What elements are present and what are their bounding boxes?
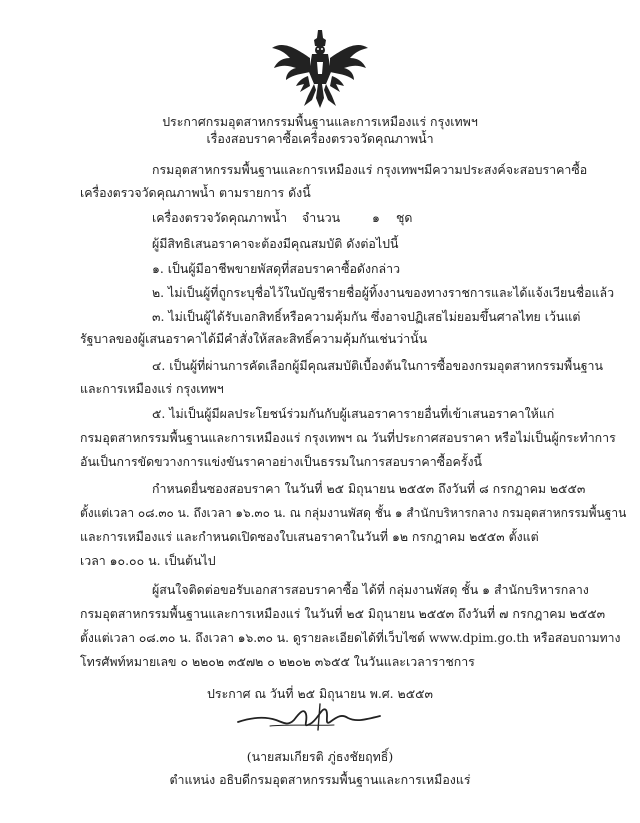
qualification-item-cont: กรมอุตสาหกรรมพื้นฐานและการเหมืองแร่ กรุงเทพฯ ณ วันที่ประกาศสอบราคา หรือไม่เป็นผู้กระทำการ bbox=[80, 430, 616, 445]
schedule-line: และการเหมืองแร่ และกำหนดเปิดซองใบเสนอราคาในวันที่ ๑๒ กรกฎาคม ๒๕๕๓ ตั้งแต่ bbox=[80, 529, 539, 544]
qualification-heading: ผู้มีสิทธิเสนอราคาจะต้องมีคุณสมบัติ ดังต่อไปนี้ bbox=[152, 236, 399, 251]
schedule-line: เวลา ๑๐.๐๐ น. เป็นต้นไป bbox=[80, 553, 216, 568]
signer-name: (นายสมเกียรติ ภู่ธงชัยฤทธิ์) bbox=[246, 749, 394, 764]
announcement-title: ประกาศกรมอุตสาหกรรมพื้นฐานและการเหมืองแร่ กรุงเทพฯ bbox=[162, 114, 478, 129]
qualification-item: ๔. เป็นผู้ที่ผ่านการคัดเลือกผู้มีคุณสมบัติเบื้องต้นในการซื้อของกรมอุตสาหกรรมพื้นฐาน bbox=[152, 358, 603, 373]
contact-line: โทรศัพท์หมายเลข ๐ ๒๒๐๒ ๓๕๗๒ ๐ ๒๒๐๒ ๓๖๕๕ ในวันและเวลาราชการ bbox=[80, 654, 475, 669]
contact-line: ผู้สนใจติดต่อขอรับเอกสารสอบราคาซื้อ ได้ที่ กลุ่มงานพัสดุ ชั้น ๑ สำนักบริหารกลาง bbox=[152, 582, 589, 597]
announcement-subject: เรื่องสอบราคาซื้อเครื่องตรวจวัดคุณภาพน้ำ bbox=[206, 131, 434, 146]
intro-line: กรมอุตสาหกรรมพื้นฐานและการเหมืองแร่ กรุงเทพฯมีความประสงค์จะสอบราคาซื้อ bbox=[152, 162, 588, 177]
signature-icon bbox=[230, 700, 390, 734]
qualification-item: ๓. ไม่เป็นผู้ได้รับเอกสิทธิ์หรือความคุ้มกัน ซึ่งอาจปฏิเสธไม่ยอมขึ้นศาลไทย เว้นแต่ bbox=[152, 309, 581, 324]
schedule-line: ตั้งแต่เวลา ๐๘.๓๐ น. ถึงเวลา ๑๖.๓๐ น. ณ กลุ่มงานพัสดุ ชั้น ๑ สำนักบริหารกลาง กรมอุตสาหกรรมพื้นฐาน bbox=[80, 506, 627, 520]
qualification-item-cont: รัฐบาลของผู้เสนอราคาได้มีคำสั่งให้สละสิทธิ์ความคุ้มกันเช่นว่านั้น bbox=[80, 331, 428, 346]
qualification-item: ๑. เป็นผู้มีอาชีพขายพัสดุที่สอบราคาซื้อดังกล่าว bbox=[152, 261, 401, 276]
garuda-emblem-icon bbox=[268, 28, 372, 110]
qualification-item: ๒. ไม่เป็นผู้ที่ถูกระบุชื่อไว้ในบัญชีรายชื่อผู้ทิ้งงานของทางราชการและได้แจ้งเวียนชื่อแล้ว bbox=[152, 285, 615, 300]
item-unit: ชุด bbox=[396, 210, 413, 225]
qualification-item-cont: และการเหมืองแร่ กรุงเทพฯ bbox=[80, 381, 224, 396]
schedule-line: กำหนดยื่นซองสอบราคา ในวันที่ ๒๕ มิถุนายน ๒๕๕๓ ถึงวันที่ ๘ กรกฎาคม ๒๕๕๓ bbox=[152, 481, 586, 496]
qualification-item: ๕. ไม่เป็นผู้มีผลประโยชน์ร่วมกันกับผู้เสนอราคารายอื่นที่เข้าเสนอราคาให้แก่ bbox=[152, 406, 555, 421]
intro-line: เครื่องตรวจวัดคุณภาพน้ำ ตามรายการ ดังนี้ bbox=[80, 185, 311, 200]
contact-line: กรมอุตสาหกรรมพื้นฐานและการเหมืองแร่ ในวันที่ ๒๕ มิถุนายน ๒๕๕๓ ถึงวันที่ ๗ กรกฎาคม ๒๕๕๓ bbox=[80, 606, 606, 621]
item-qty: ๑ bbox=[372, 210, 380, 225]
contact-line: ตั้งแต่เวลา ๐๘.๓๐ น. ถึงเวลา ๑๖.๓๐ น. ดูรายละเอียดได้ที่เว็บไซต์ www.dpim.go.th หรือสอบถามทาง bbox=[80, 631, 621, 645]
item-name: เครื่องตรวจวัดคุณภาพน้ำ bbox=[152, 210, 288, 225]
announcement-date: ประกาศ ณ วันที่ ๒๕ มิถุนายน พ.ศ. ๒๕๕๓ bbox=[207, 686, 433, 701]
item-qty-label: จำนวน bbox=[302, 210, 341, 225]
qualification-item-cont: อันเป็นการขัดขวางการแข่งขันราคาอย่างเป็นธรรมในการสอบราคาซื้อครั้งนี้ bbox=[80, 454, 482, 469]
signer-position: ตำแหน่ง อธิบดีกรมอุตสาหกรรมพื้นฐานและการเหมืองแร่ bbox=[169, 772, 471, 787]
